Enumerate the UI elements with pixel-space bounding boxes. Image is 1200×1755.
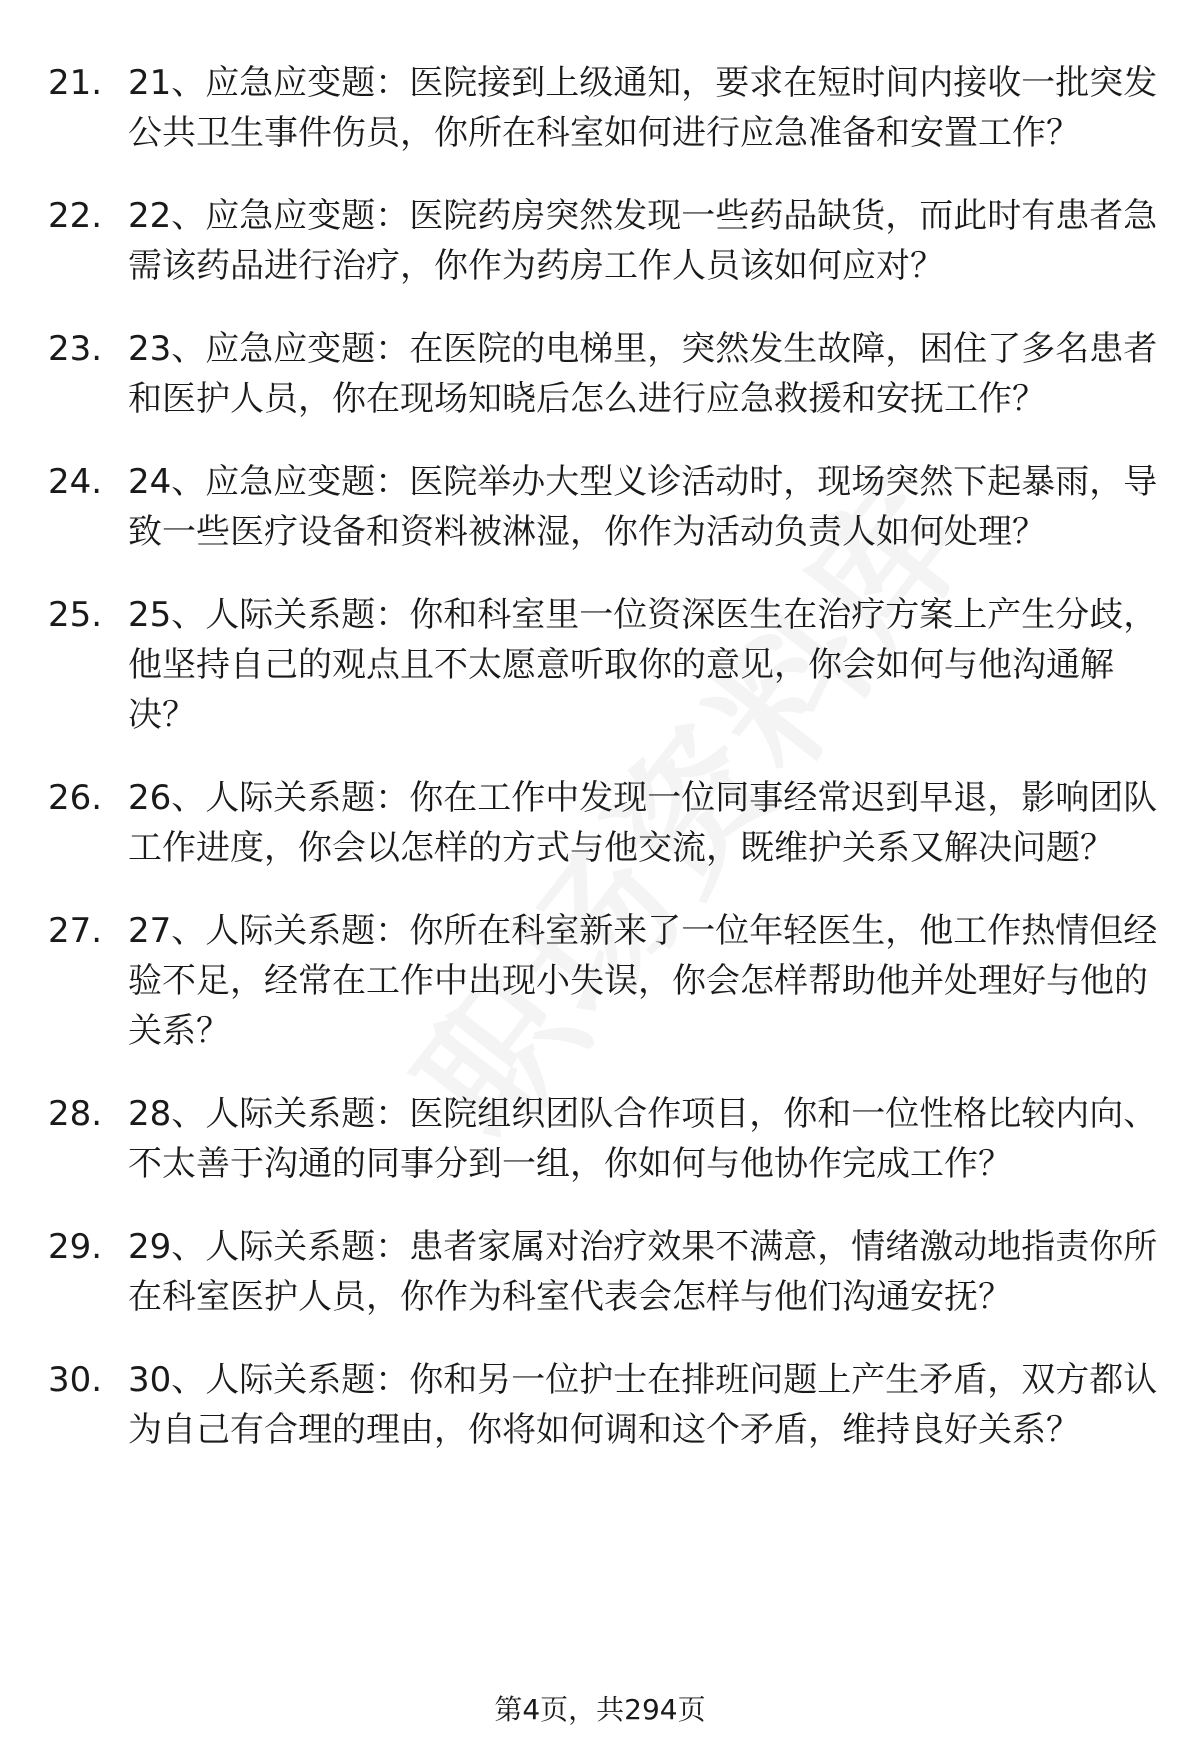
item-text: 29、人际关系题：患者家属对治疗效果不满意，情绪激动地指责你所在科室医护人员，你作为科室代表会怎样与他们沟通安抚？ <box>128 1227 1158 1317</box>
item-text: 23、应急应变题：在医院的电梯里，突然发生故障，困住了多名患者和医护人员，你在现场知晓后怎么进行应急救援和安抚工作？ <box>128 329 1158 419</box>
list-item <box>48 191 1158 291</box>
item-number: 21. <box>48 63 103 103</box>
question-list <box>48 58 1158 1488</box>
item-text: 28、人际关系题：医院组织团队合作项目，你和一位性格比较内向、不太善于沟通的同事分到一组，你如何与他协作完成工作？ <box>128 1094 1158 1184</box>
list-item <box>48 1355 1158 1455</box>
item-number: 26. <box>48 778 103 818</box>
item-number: 29. <box>48 1227 103 1267</box>
item-number: 28. <box>48 1094 103 1134</box>
item-number: 27. <box>48 911 103 951</box>
list-item <box>48 58 1158 158</box>
item-number: 30. <box>48 1360 103 1400</box>
list-item <box>48 906 1158 1056</box>
item-text: 25、人际关系题：你和科室里一位资深医生在治疗方案上产生分歧，他坚持自己的观点且不太愿意听取你的意见，你会如何与他沟通解决？ <box>128 595 1158 735</box>
item-number: 25. <box>48 595 103 635</box>
item-text: 22、应急应变题：医院药房突然发现一些药品缺货，而此时有患者急需该药品进行治疗，你作为药房工作人员该如何应对？ <box>128 196 1158 286</box>
page-number-label: 第4页，共294页 <box>494 1693 706 1726</box>
item-number: 24. <box>48 462 103 502</box>
list-item <box>48 1089 1158 1189</box>
list-item <box>48 457 1158 557</box>
list-item <box>48 1222 1158 1322</box>
list-item <box>48 590 1158 740</box>
item-number: 22. <box>48 196 103 236</box>
list-item <box>48 773 1158 873</box>
item-number: 23. <box>48 329 103 369</box>
item-text: 27、人际关系题：你所在科室新来了一位年轻医生，他工作热情但经验不足，经常在工作中出现小失误，你会怎样帮助他并处理好与他的关系？ <box>128 911 1158 1051</box>
item-text: 30、人际关系题：你和另一位护士在排班问题上产生矛盾，双方都认为自己有合理的理由，你将如何调和这个矛盾，维持良好关系？ <box>128 1360 1158 1450</box>
item-text: 24、应急应变题：医院举办大型义诊活动时，现场突然下起暴雨，导致一些医疗设备和资料被淋湿，你作为活动负责人如何处理？ <box>128 462 1158 552</box>
page-footer <box>0 1690 1200 1730</box>
item-text: 26、人际关系题：你在工作中发现一位同事经常迟到早退，影响团队工作进度，你会以怎样的方式与他交流，既维护关系又解决问题？ <box>128 778 1158 868</box>
list-item <box>48 324 1158 424</box>
item-text: 21、应急应变题：医院接到上级通知，要求在短时间内接收一批突发公共卫生事件伤员，你所在科室如何进行应急准备和安置工作？ <box>128 63 1158 153</box>
